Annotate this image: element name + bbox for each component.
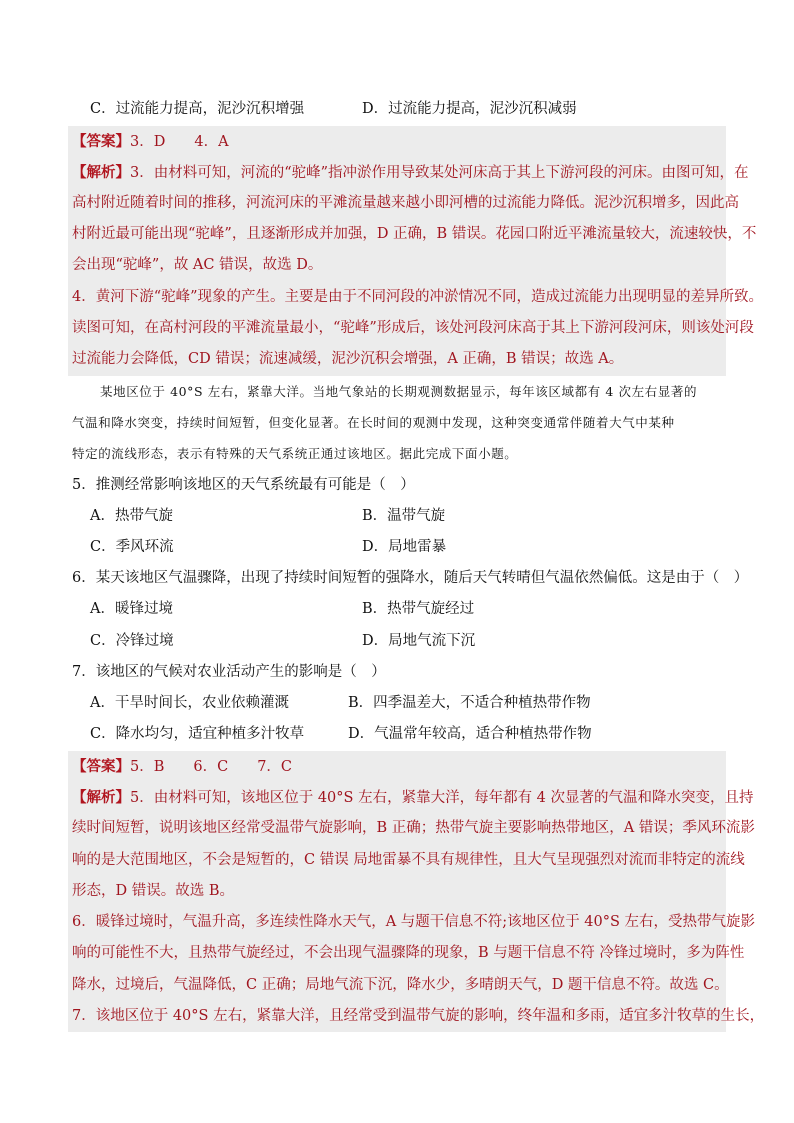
q5-option-c: C．季风环流	[90, 539, 174, 555]
q6-option-c: C．冷锋过境	[90, 633, 174, 649]
option-d: D．过流能力提高，泥沙沉积减弱	[362, 101, 577, 117]
q7-option-d: D．气温常年较高，适合种植热带作物	[348, 726, 592, 742]
q7-option-a: A．干旱时间长，农业依赖灌溉	[90, 695, 289, 711]
q6-option-d: D．局地气流下沉	[362, 633, 476, 649]
analysis-line: 形态，D 错误。故选 B。	[72, 883, 234, 899]
answer-tag: 【答案】	[72, 133, 130, 150]
question-7-stem: 7．该地区的气候对农业活动产生的影响是（ ）	[72, 664, 386, 680]
analysis-line: 续时间短暂，说明该地区经常受温带气旋影响，B 正确；热带气旋主要影响热带地区，A 错误；季风环流影	[72, 820, 755, 836]
analysis-line: 会出现“驼峰”，故 AC 错误，故选 D。	[72, 257, 323, 273]
analysis-tag: 【解析】	[72, 789, 130, 806]
analysis-line: 过流能力会降低，CD 错误；流速减缓，泥沙沉积会增强，A 正确，B 错误；故选 A。	[72, 351, 624, 367]
q6-option-b: B．热带气旋经过	[362, 601, 475, 617]
answer-text: 5．B 6．C 7．C	[130, 759, 293, 775]
q7-option-b: B．四季温差大，不适合种植热带作物	[348, 695, 591, 711]
analysis-line: 响的可能性不大，且热带气旋经过，不会出现气温骤降的现象，B 与题干信息不符 冷锋过境时，多为阵性	[72, 945, 745, 961]
q7-option-c: C．降水均匀，适宜种植多汁牧草	[90, 726, 305, 742]
q6-option-a: A．暖锋过境	[90, 601, 173, 617]
analysis-line: 读图可知，在高村河段的平滩流量最小，“驼峰”形成后，该处河段河床高于其上下游河段河床，则该处河段	[72, 320, 754, 336]
material-line: 气温和降水突变，持续时间短暂，但变化显著。在长时间的观测中发现，这种突变通常伴随着大气中某种	[72, 415, 675, 430]
analysis-text: 5．由材料可知，该地区位于 40°S 左右，紧靠大洋，每年都有 4 次显著的气温和降水突变，且持	[130, 790, 754, 806]
material-line: 某地区位于 40°S 左右，紧靠大洋。当地气象站的长期观测数据显示，每年该区域都有 4 次左右显著的	[100, 384, 698, 399]
q5-option-b: B．温带气旋	[362, 508, 446, 524]
answer-text: 3．D 4．A	[130, 134, 229, 150]
answer-tag: 【答案】	[72, 758, 130, 775]
answer-line-2	[72, 751, 292, 783]
material-line: 特定的流线形态，表示有特殊的天气系统正通过该地区。据此完成下面小题。	[72, 446, 518, 461]
analysis-text: 3．由材料可知，河流的“驼峰”指冲淤作用导致某处河床高于其上下游河段的河床。由图可知，在	[130, 165, 749, 181]
analysis-tag: 【解析】	[72, 164, 130, 181]
answer-line-1	[72, 126, 229, 158]
analysis-line: 4．黄河下游“驼峰”现象的产生。主要是由于不同河段的冲淤情况不同，造成过流能力出现明显的差异所致。	[72, 289, 764, 305]
analysis-line: 高村附近随着时间的推移，河流河床的平滩流量越来越小即河槽的过流能力降低。泥沙沉积增多，因此高	[72, 195, 739, 211]
analysis-line: 降水，过境后，气温降低，C 正确；局地气流下沉，降水少，多晴朗天气，D 题干信息不符。故选 C。	[72, 977, 729, 993]
question-5-stem: 5．推测经常影响该地区的天气系统最有可能是（ ）	[72, 477, 415, 493]
analysis-line	[72, 157, 749, 189]
analysis-line	[72, 782, 754, 814]
question-6-stem: 6．某天该地区气温骤降，出现了持续时间短暂的强降水，随后天气转晴但气温依然偏低。这是由于（ ）	[72, 570, 749, 586]
option-c: C．过流能力提高，泥沙沉积增强	[90, 101, 305, 117]
q5-option-d: D．局地雷暴	[362, 539, 447, 555]
analysis-line: 6．暖锋过境时，气温升高，多连续性降水天气，A 与题干信息不符;该地区位于 40°S 左右，受热带气旋影	[72, 914, 756, 930]
analysis-line: 响的是大范围地区，不会是短暂的，C 错误 局地雷暴不具有规律性，且大气呈现强烈对流而非特定的流线	[72, 852, 745, 868]
analysis-line: 7．该地区位于 40°S 左右，紧靠大洋，且经常受到温带气旋的影响，终年温和多雨，适宜多汁牧草的生长，	[72, 1008, 765, 1024]
q5-option-a: A．热带气旋	[90, 508, 173, 524]
analysis-line: 村附近最可能出现“驼峰”，且逐渐形成并加强，D 正确，B 错误。花园口附近平滩流量较大，流速较快，不	[72, 226, 757, 242]
